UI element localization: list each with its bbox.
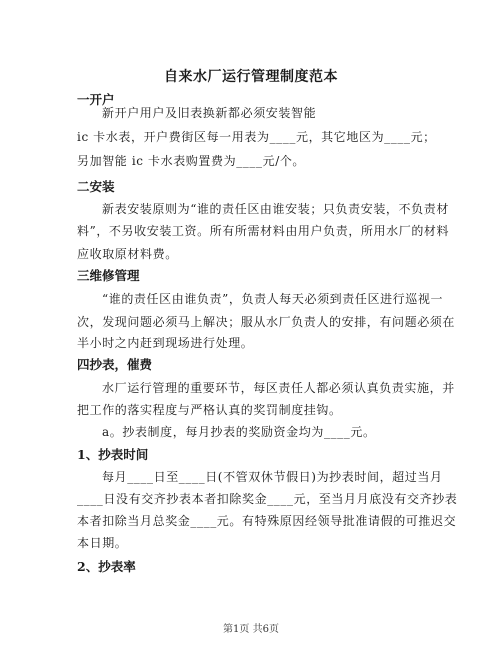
- paragraph-line: 本日期。: [77, 536, 128, 550]
- paragraph-line: 水厂运行管理的重要环节，每区责任人都必须认真负责实施，并: [102, 381, 455, 395]
- section-heading-reading-time: 1、抄表时间: [77, 447, 149, 462]
- paragraph-line: 次，发现问题必须马上解决；服从水厂负责人的安排，有问题必须在: [77, 315, 456, 329]
- paragraph-line: 每月____日至____日(不管双休节假日)为抄表时间，超过当月: [102, 470, 443, 484]
- paragraph-line: 把工作的落实程度与严格认真的奖罚制度挂钩。: [77, 403, 342, 417]
- paragraph-line: 应收取原材料费。: [77, 247, 178, 261]
- paragraph-line: 半小时之内赶到现场进行处理。: [77, 336, 254, 350]
- page-footer: 第1页 共6页: [223, 624, 279, 635]
- paragraph-line: 新表安装原则为“谁的责任区由谁安装；只负责安装，不负责材: [102, 202, 449, 216]
- paragraph-line: 另加智能 ic 卡水表购置费为____元/个。: [77, 154, 306, 168]
- paragraph-line: 新开户用户及旧表换新都必须安装智能: [102, 106, 317, 120]
- paragraph-line: “谁的责任区由谁负责”，负责人每天必须到责任区进行巡视一: [102, 292, 444, 306]
- section-heading-installation: 二安装: [77, 179, 115, 194]
- paragraph-line: ic 卡水表，开户费街区每一用表为____元，其它地区为____元；: [77, 130, 436, 144]
- document-title: 自来水厂运行管理制度范本: [164, 69, 338, 85]
- paragraph-line: 本者扣除当月总奖金____元。有特殊原因经领导批准请假的可推迟交: [77, 514, 457, 528]
- section-heading-account-opening: 一开户: [77, 92, 115, 107]
- paragraph-line: ____日没有交齐抄表本者扣除奖金____元，至当月月底没有交齐抄表: [77, 492, 458, 506]
- section-heading-meter-reading: 四抄表，催费: [77, 357, 153, 372]
- paragraph-line: a。抄表制度，每月抄表的奖励资金均为____元。: [102, 425, 376, 439]
- section-heading-maintenance: 三维修管理: [77, 268, 140, 283]
- section-heading-reading-rate: 2、抄表率: [77, 559, 136, 574]
- paragraph-line: 料”，不另收安装工资。所有所需材料由用户负责，所用水厂的材料: [77, 224, 450, 238]
